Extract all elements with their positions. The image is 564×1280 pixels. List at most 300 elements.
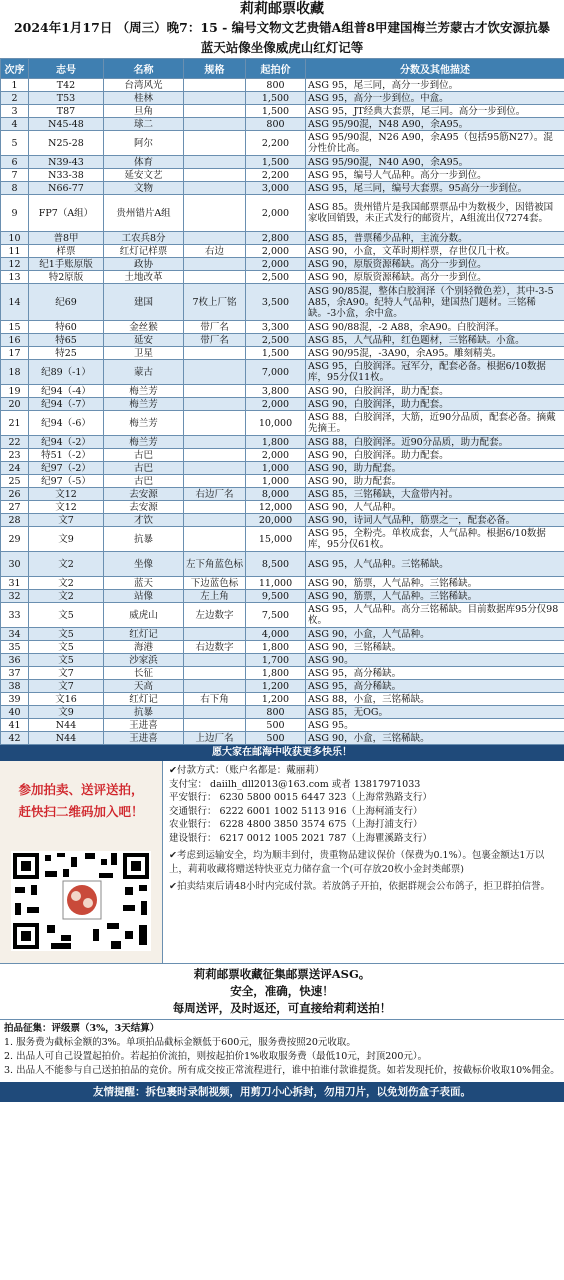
lot-desc: ASG 95，高分一步到位。中盒。 — [306, 92, 564, 105]
lot-code: 样票 — [29, 245, 104, 258]
lot-code: 特60 — [29, 321, 104, 334]
lot-table — [0, 58, 564, 745]
lot-code: 文7 — [29, 667, 104, 680]
lot-no: 16 — [1, 334, 29, 347]
lot-desc: ASG 90，白胶润泽。助力配套。 — [306, 449, 564, 462]
lot-price: 15,000 — [246, 527, 306, 552]
lot-spec — [184, 411, 246, 436]
lot-price: 1,700 — [246, 654, 306, 667]
lot-spec — [184, 654, 246, 667]
lot-spec — [184, 79, 246, 92]
lot-desc: ASG 85，三铭稀缺，大盒带内衬。 — [306, 488, 564, 501]
lot-spec: 右下角 — [184, 693, 246, 706]
lot-code: 文2 — [29, 577, 104, 590]
lot-price: 2,000 — [246, 195, 306, 232]
lot-name: 坐像 — [104, 552, 184, 577]
lot-spec — [184, 169, 246, 182]
lot-name: 桂林 — [104, 92, 184, 105]
lot-code: 文5 — [29, 641, 104, 654]
table-row — [1, 105, 564, 118]
lot-desc: ASG 85。贵州错片是我国邮票票品中为数极少，因错被国家收回销毁，未正式发行的邮资片，A组流出仅7274套。 — [306, 195, 564, 232]
lot-spec — [184, 182, 246, 195]
lot-price: 2,800 — [246, 232, 306, 245]
lot-no: 3 — [1, 105, 29, 118]
lot-price: 2,000 — [246, 449, 306, 462]
promo-panel — [0, 761, 163, 963]
lot-price: 2,000 — [246, 258, 306, 271]
lot-price: 2,000 — [246, 245, 306, 258]
lot-code: 文9 — [29, 706, 104, 719]
lot-name: 红灯记 — [104, 628, 184, 641]
table-row — [1, 284, 564, 321]
lot-price: 1,200 — [246, 680, 306, 693]
lot-desc: ASG 90，小盒，文革时期样票，存世仅几十枚。 — [306, 245, 564, 258]
lot-code: 文5 — [29, 654, 104, 667]
lot-spec — [184, 680, 246, 693]
lot-code: 特51（-2） — [29, 449, 104, 462]
lot-name: 政协 — [104, 258, 184, 271]
table-row — [1, 258, 564, 271]
lot-desc: ASG 90，筋票，人气品种。三铭稀缺。 — [306, 590, 564, 603]
lot-price: 3,300 — [246, 321, 306, 334]
alipay-account[interactable]: 支付宝： daiilh_dll2013@163.com 或者 13817971033 — [169, 778, 421, 790]
lot-price: 2,200 — [246, 169, 306, 182]
table-row — [1, 79, 564, 92]
slogan-line-3: 每周送评，及时返还，可直接给莉莉送拍！ — [172, 1001, 392, 1015]
lot-price: 800 — [246, 706, 306, 719]
lot-name: 古巴 — [104, 475, 184, 488]
lot-desc: ASG 95，人气品种。高分三铭稀缺。目前数据库95分仅98枚。 — [306, 603, 564, 628]
lot-desc: ASG 90，助力配套。 — [306, 475, 564, 488]
col-price: 起拍价 — [246, 59, 306, 79]
promo-text — [0, 761, 162, 823]
jianshe-bank: 建设银行： 6217 0012 1005 2021 787（上海瞿溪路支行） — [169, 832, 432, 844]
lot-desc: ASG 95，高分稀缺。 — [306, 667, 564, 680]
lot-no: 6 — [1, 156, 29, 169]
lot-no: 33 — [1, 603, 29, 628]
lot-no: 11 — [1, 245, 29, 258]
lot-desc: ASG 90，诗词人气品种，筋票之一，配套必备。 — [306, 514, 564, 527]
table-row — [1, 118, 564, 131]
auction-title: 2024年1月17日 （周三）晚7：15 - 编号文物文艺贵错A组普8甲建国梅兰芳蒙古才饮安源抗暴 — [13, 20, 551, 35]
lot-code: 纪1手账原版 — [29, 258, 104, 271]
table-row — [1, 334, 564, 347]
lot-code: 纪97（-2） — [29, 462, 104, 475]
lot-no: 28 — [1, 514, 29, 527]
lot-spec: 右边厂名 — [184, 488, 246, 501]
table-row — [1, 706, 564, 719]
lot-desc: ASG 95。 — [306, 719, 564, 732]
lot-price: 1,000 — [246, 475, 306, 488]
lot-price: 8,500 — [246, 552, 306, 577]
lot-code: 纪94（-2） — [29, 436, 104, 449]
lot-name: 抗暴 — [104, 527, 184, 552]
lot-desc: ASG 95/90混，N40 A90，余A95。 — [306, 156, 564, 169]
lot-price: 10,000 — [246, 411, 306, 436]
lot-spec — [184, 475, 246, 488]
table-row — [1, 436, 564, 449]
lot-code: N39-43 — [29, 156, 104, 169]
lot-desc: ASG 95，人气品种。三铭稀缺。 — [306, 552, 564, 577]
lot-desc: ASG 88，小盒，三铭稀缺。 — [306, 693, 564, 706]
table-row — [1, 462, 564, 475]
lot-price: 500 — [246, 719, 306, 732]
lot-no: 22 — [1, 436, 29, 449]
table-row — [1, 552, 564, 577]
nongye-bank: 农业银行： 6228 4800 3850 3574 675（上海打浦支行） — [169, 819, 423, 830]
lot-desc: ASG 85，无OG。 — [306, 706, 564, 719]
lot-spec — [184, 156, 246, 169]
lot-name: 沙家浜 — [104, 654, 184, 667]
table-row — [1, 680, 564, 693]
lot-price: 500 — [246, 732, 306, 745]
lot-price: 12,000 — [246, 501, 306, 514]
lot-no: 10 — [1, 232, 29, 245]
lot-code: 纪97（-5） — [29, 475, 104, 488]
col-code: 志号 — [29, 59, 104, 79]
terms-title: 拍品征集：评级票（3%，3天结算） — [4, 1023, 160, 1034]
lot-no: 24 — [1, 462, 29, 475]
lot-no: 38 — [1, 680, 29, 693]
table-row — [1, 488, 564, 501]
lot-name: 旦角 — [104, 105, 184, 118]
lot-code: 文9 — [29, 527, 104, 552]
lot-no: 23 — [1, 449, 29, 462]
lot-name: 威虎山 — [104, 603, 184, 628]
lot-spec: 左下角蓝色标 — [184, 552, 246, 577]
lot-name: 土地改革 — [104, 271, 184, 284]
table-row — [1, 156, 564, 169]
table-row — [1, 719, 564, 732]
table-row — [1, 182, 564, 195]
lot-code: N25-28 — [29, 131, 104, 156]
lot-code: 普8甲 — [29, 232, 104, 245]
lot-desc: ASG 88，白胶润泽。近90分品质，助力配套。 — [306, 436, 564, 449]
lot-code: 文5 — [29, 628, 104, 641]
lot-spec — [184, 449, 246, 462]
lot-price: 2,500 — [246, 271, 306, 284]
table-row — [1, 411, 564, 436]
lot-name: 延安文艺 — [104, 169, 184, 182]
lot-desc: ASG 90/85混，整体白胶润泽（个别轻微色差），其中-3-5 A85，余A90。纪特人气品种，建国热门题材。三铭稀缺。-3小盒，余中盒。 — [306, 284, 564, 321]
lot-no: 32 — [1, 590, 29, 603]
lot-name: 才饮 — [104, 514, 184, 527]
lot-price: 3,800 — [246, 385, 306, 398]
lot-desc: ASG 85，普票稀少品种，主流分数。 — [306, 232, 564, 245]
lot-spec — [184, 195, 246, 232]
table-row — [1, 501, 564, 514]
lot-desc: ASG 90，人气品种。 — [306, 501, 564, 514]
lot-desc: ASG 90，原版资源稀缺。高分一步到位。 — [306, 258, 564, 271]
table-row — [1, 732, 564, 745]
lot-no: 19 — [1, 385, 29, 398]
table-header — [1, 59, 564, 79]
table-row — [1, 590, 564, 603]
pingan-bank: 平安银行： 6230 5800 0015 6447 323（上海常熟路支行） — [169, 792, 432, 803]
lot-desc: ASG 90，白胶润泽，助力配套。 — [306, 385, 564, 398]
lot-no: 4 — [1, 118, 29, 131]
col-name: 名称 — [104, 59, 184, 79]
lot-no: 36 — [1, 654, 29, 667]
lot-name: 蓝天 — [104, 577, 184, 590]
jiaotong-bank: 交通银行： 6222 6001 1002 5113 916（上海柯涌支行） — [169, 805, 423, 817]
lot-code: N45-48 — [29, 118, 104, 131]
info-section — [0, 761, 564, 964]
lot-no: 41 — [1, 719, 29, 732]
lot-no: 35 — [1, 641, 29, 654]
lot-no: 40 — [1, 706, 29, 719]
lot-spec — [184, 360, 246, 385]
promo-line-2: 赶快扫二维码加入吧！ — [18, 804, 144, 819]
lot-spec — [184, 232, 246, 245]
table-row — [1, 693, 564, 706]
term-2: 2. 出品人可自己设置起拍价。若起拍价流拍，则按起拍价1%收取服务费（最低10元，封顶200元）。 — [4, 1051, 428, 1062]
lot-name: 延安 — [104, 334, 184, 347]
lot-desc: ASG 95，高分稀缺。 — [306, 680, 564, 693]
table-row — [1, 245, 564, 258]
slogan-line-1: 莉莉邮票收藏征集邮票送评ASG。 — [193, 967, 371, 981]
lot-desc: ASG 90。 — [306, 654, 564, 667]
lot-desc: ASG 90/95混，-3A90，余A95。雕刻精美。 — [306, 347, 564, 360]
lot-code: N44 — [29, 719, 104, 732]
lot-spec: 上边厂名 — [184, 732, 246, 745]
table-row — [1, 577, 564, 590]
lot-no: 5 — [1, 131, 29, 156]
lot-name: 站像 — [104, 590, 184, 603]
promo-line-1: 参加拍卖、送评送拍， — [18, 782, 144, 797]
lot-spec: 7枚上厂铭 — [184, 284, 246, 321]
lot-desc: ASG 90，小盒，人气品种。 — [306, 628, 564, 641]
lot-no: 14 — [1, 284, 29, 321]
lot-price: 3,000 — [246, 182, 306, 195]
lot-price: 8,000 — [246, 488, 306, 501]
lot-code: T87 — [29, 105, 104, 118]
lot-no: 2 — [1, 92, 29, 105]
lot-spec — [184, 258, 246, 271]
lot-name: 体育 — [104, 156, 184, 169]
lot-code: T53 — [29, 92, 104, 105]
lot-desc: ASG 90，筋票，人气品种。三铭稀缺。 — [306, 577, 564, 590]
lot-spec — [184, 105, 246, 118]
slogan-line-2: 安全，准确，快速！ — [230, 984, 334, 998]
lot-price: 4,000 — [246, 628, 306, 641]
lot-spec — [184, 527, 246, 552]
table-row — [1, 398, 564, 411]
table-row — [1, 131, 564, 156]
page-header — [0, 0, 564, 58]
lot-name: 王进喜 — [104, 719, 184, 732]
lot-name: 天高 — [104, 680, 184, 693]
lot-price: 1,500 — [246, 156, 306, 169]
lot-spec — [184, 118, 246, 131]
lot-price: 11,000 — [246, 577, 306, 590]
lot-name: 工农兵8分 — [104, 232, 184, 245]
lot-price: 1,500 — [246, 105, 306, 118]
lot-no: 15 — [1, 321, 29, 334]
lot-code: 文16 — [29, 693, 104, 706]
lot-name: 贵州错片A组 — [104, 195, 184, 232]
table-row — [1, 195, 564, 232]
friendly-tip: 友情提醒：拆包裹时录制视频，用剪刀小心拆封，勿用刀片，以免划伤盒子表面。 — [0, 1082, 564, 1102]
lot-desc: ASG 90/88混，-2 A88，余A90。白胶润泽。 — [306, 321, 564, 334]
lot-name: 红灯记样票 — [104, 245, 184, 258]
lot-price: 2,000 — [246, 398, 306, 411]
lot-name: 梅兰芳 — [104, 411, 184, 436]
lot-price: 1,200 — [246, 693, 306, 706]
lot-price: 1,500 — [246, 92, 306, 105]
lot-name: 蒙古 — [104, 360, 184, 385]
lot-code: 文12 — [29, 488, 104, 501]
lot-spec — [184, 131, 246, 156]
service-slogan — [0, 964, 564, 1020]
lot-no: 13 — [1, 271, 29, 284]
lot-name: 红灯记 — [104, 693, 184, 706]
lot-spec — [184, 501, 246, 514]
shipping-note: ✔考虑到运输安全，均为顺丰到付，贵重物品建议保价（保费为0.1%）。包裹金额达1万以上，莉莉收藏将赠送特快亚克力储存盒一个(可存放20枚小金封类邮票) — [169, 850, 545, 875]
lot-no: 31 — [1, 577, 29, 590]
lot-spec — [184, 706, 246, 719]
lot-name: 阿尔 — [104, 131, 184, 156]
lot-desc: ASG 95，尾三同，高分一步到位。 — [306, 79, 564, 92]
lot-code: 纪69 — [29, 284, 104, 321]
terms-section — [0, 1020, 564, 1080]
lot-spec: 右边数字 — [184, 641, 246, 654]
table-row — [1, 514, 564, 527]
table-row — [1, 347, 564, 360]
lot-code: N44 — [29, 732, 104, 745]
lot-spec: 左边数字 — [184, 603, 246, 628]
lot-no: 18 — [1, 360, 29, 385]
lot-spec — [184, 271, 246, 284]
lot-desc: ASG 90，原版资源稀缺。高分一步到位。 — [306, 271, 564, 284]
lot-price: 1,000 — [246, 462, 306, 475]
lot-spec — [184, 514, 246, 527]
lot-code: 文2 — [29, 552, 104, 577]
payment-deadline-note: ✔拍卖结束后请48小时内完成付款。若放鸽子开拍，依据群规会公布鸽子，拒卫群拍信誉。 — [169, 881, 551, 892]
auction-subtitle: 蓝天站像坐像威虎山红灯记等 — [200, 40, 364, 55]
table-row — [1, 321, 564, 334]
lot-no: 17 — [1, 347, 29, 360]
table-row — [1, 271, 564, 284]
lot-price: 7,000 — [246, 360, 306, 385]
col-no: 次序 — [1, 59, 29, 79]
lot-desc: ASG 95，尾三同，编号大套票。95高分一步到位。 — [306, 182, 564, 195]
lot-no: 34 — [1, 628, 29, 641]
lot-spec — [184, 719, 246, 732]
lot-no: 30 — [1, 552, 29, 577]
lot-no: 12 — [1, 258, 29, 271]
lot-spec: 带厂名 — [184, 334, 246, 347]
lot-name: 长征 — [104, 667, 184, 680]
lot-desc: ASG 90，白胶润泽，助力配套。 — [306, 398, 564, 411]
table-row — [1, 667, 564, 680]
lot-no: 37 — [1, 667, 29, 680]
lot-price: 1,500 — [246, 347, 306, 360]
lot-spec: 下边蓝色标 — [184, 577, 246, 590]
lot-spec — [184, 667, 246, 680]
lot-spec: 带厂名 — [184, 321, 246, 334]
lot-spec — [184, 385, 246, 398]
table-row — [1, 641, 564, 654]
lot-spec: 右边 — [184, 245, 246, 258]
lot-code: 纪94（-6） — [29, 411, 104, 436]
lot-desc: ASG 95，全粉壳。单枚成套，人气品种。根据6/10数据库，95分仅61枚。 — [306, 527, 564, 552]
lot-code: 纪89（-1） — [29, 360, 104, 385]
lot-no: 1 — [1, 79, 29, 92]
lot-name: 古巴 — [104, 449, 184, 462]
term-1: 1. 服务费为截标金额的3%。单项拍品截标金额低于600元，服务费按照20元收取。 — [4, 1037, 356, 1048]
table-row — [1, 475, 564, 488]
lot-no: 29 — [1, 527, 29, 552]
lot-desc: ASG 95，白胶润泽。冠军分，配套必备。根据6/10数据库，95分仅11枚。 — [306, 360, 564, 385]
lot-desc: ASG 95，编号人气品种。高分一步到位。 — [306, 169, 564, 182]
qr-code-icon[interactable] — [11, 851, 151, 951]
lot-no: 39 — [1, 693, 29, 706]
lot-price: 1,800 — [246, 641, 306, 654]
payment-title: ✔付款方式：（账户名都是：戴丽莉） — [169, 765, 325, 776]
lot-name: 台湾风光 — [104, 79, 184, 92]
lot-name: 海港 — [104, 641, 184, 654]
lot-desc: ASG 88，白胶润泽，大筋，近90分品质，配套必备。摘戴先摘王。 — [306, 411, 564, 436]
lot-no: 26 — [1, 488, 29, 501]
table-row — [1, 654, 564, 667]
payment-panel — [163, 761, 564, 963]
lot-code: 文7 — [29, 680, 104, 693]
lot-name: 梅兰芳 — [104, 436, 184, 449]
lot-name: 抗暴 — [104, 706, 184, 719]
lot-price: 2,200 — [246, 131, 306, 156]
lot-code: 文2 — [29, 590, 104, 603]
lot-price: 9,500 — [246, 590, 306, 603]
lot-name: 古巴 — [104, 462, 184, 475]
lot-name: 球二 — [104, 118, 184, 131]
lot-desc: ASG 95，JT经典大套票，尾三同。高分一步到位。 — [306, 105, 564, 118]
lot-code: 文7 — [29, 514, 104, 527]
lot-name: 去安源 — [104, 501, 184, 514]
table-row — [1, 603, 564, 628]
lot-spec: 左上角 — [184, 590, 246, 603]
table-row — [1, 169, 564, 182]
lot-name: 梅兰芳 — [104, 385, 184, 398]
term-3: 3. 出品人不能参与自己送拍拍品的竞价。所有成交按正常流程进行，谁中拍谁付款谁提货。如若发现托价，按截标价收取10%佣金。 — [4, 1065, 560, 1076]
greeting-banner: 愿大家在邮海中收获更多快乐！ — [0, 745, 564, 761]
lot-price: 20,000 — [246, 514, 306, 527]
table-row — [1, 385, 564, 398]
col-desc: 分数及其他描述 — [306, 59, 564, 79]
table-row — [1, 527, 564, 552]
lot-price: 800 — [246, 118, 306, 131]
lot-code: 文12 — [29, 501, 104, 514]
lot-code: N33-38 — [29, 169, 104, 182]
lot-no: 8 — [1, 182, 29, 195]
lot-code: 纪94（-4） — [29, 385, 104, 398]
lot-code: FP7（A组） — [29, 195, 104, 232]
brand-title: 莉莉邮票收藏 — [240, 1, 324, 17]
lot-no: 27 — [1, 501, 29, 514]
lot-name: 卫星 — [104, 347, 184, 360]
lot-name: 王进喜 — [104, 732, 184, 745]
lot-name: 金丝猴 — [104, 321, 184, 334]
lot-price: 1,800 — [246, 436, 306, 449]
lot-name: 梅兰芳 — [104, 398, 184, 411]
lot-no: 21 — [1, 411, 29, 436]
lot-price: 3,500 — [246, 284, 306, 321]
col-spec: 规格 — [184, 59, 246, 79]
table-row — [1, 628, 564, 641]
lot-price: 2,500 — [246, 334, 306, 347]
lot-code: 特2原版 — [29, 271, 104, 284]
lot-no: 42 — [1, 732, 29, 745]
